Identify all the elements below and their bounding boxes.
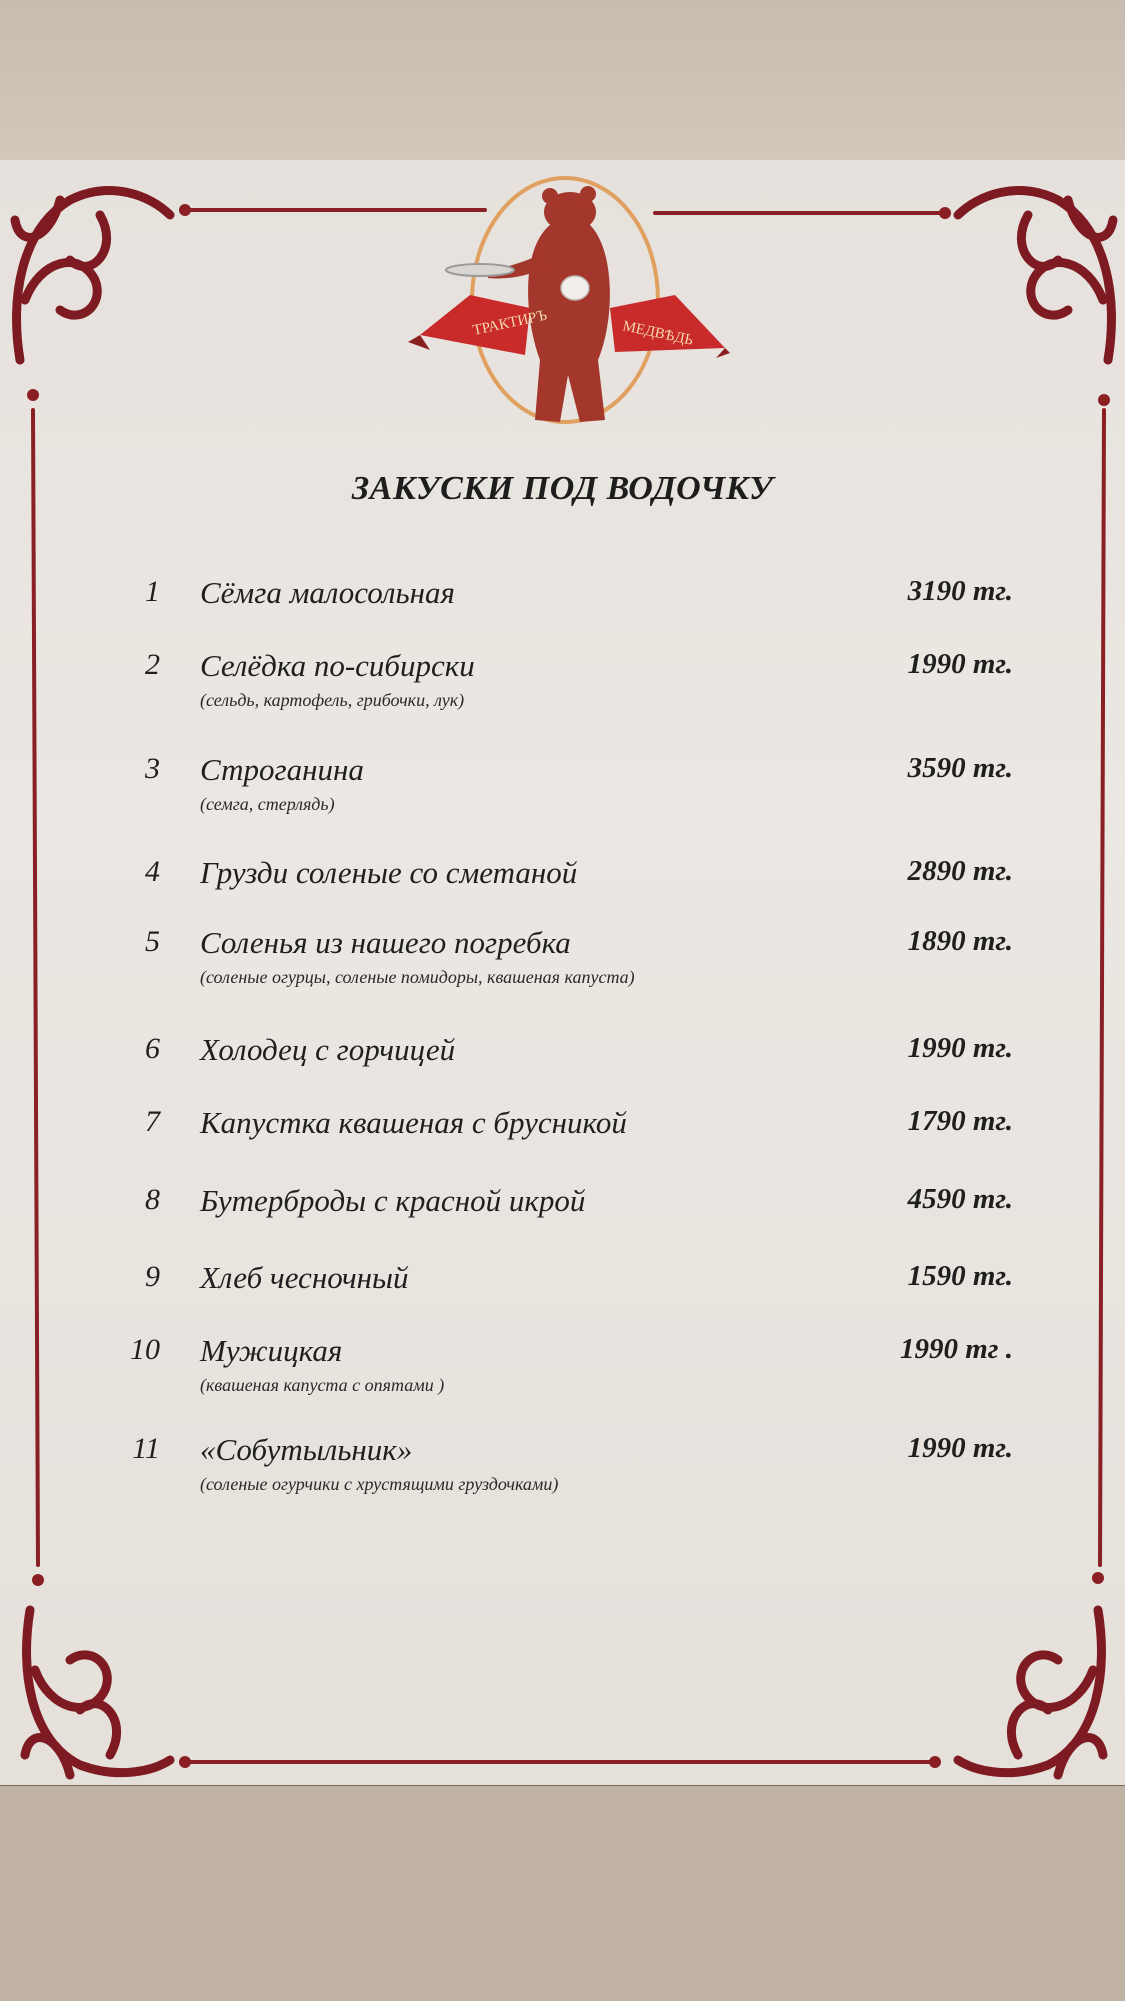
item-price: 1790 тг. <box>907 1105 1013 1137</box>
item-price: 3590 тг. <box>907 752 1013 784</box>
item-name: «Собутыльник» <box>200 1432 413 1467</box>
item-name: Капустка квашеная с брусникой <box>200 1105 627 1140</box>
item-number: 6 <box>145 1032 160 1065</box>
item-name: Соленья из нашего погребка <box>200 925 571 960</box>
item-price: 2890 тг. <box>907 855 1013 887</box>
item-number: 4 <box>145 855 160 888</box>
item-price: 4590 тг. <box>907 1183 1013 1215</box>
item-number: 1 <box>145 575 160 608</box>
item-name: Холодец с горчицей <box>200 1032 456 1067</box>
item-description: (сельдь, картофель, грибочки, лук) <box>200 690 465 710</box>
item-name: Мужицкая <box>200 1333 343 1368</box>
item-name: Сёмга малосольная <box>200 575 455 610</box>
logo-text-left: ТРАКТИРЪ <box>471 307 549 339</box>
item-price: 1890 тг. <box>907 925 1013 957</box>
item-number: 10 <box>130 1333 160 1366</box>
item-name: Селёдка по-сибирски <box>200 648 475 683</box>
item-description: (квашеная капуста с опятами ) <box>200 1375 445 1395</box>
item-number: 2 <box>145 648 160 681</box>
item-number: 3 <box>145 752 160 785</box>
item-price: 1590 тг. <box>907 1260 1013 1292</box>
item-number: 5 <box>145 925 160 958</box>
item-price: 1990 тг. <box>907 1432 1013 1464</box>
item-number: 8 <box>145 1183 160 1216</box>
bear-logo <box>400 170 740 440</box>
item-description: (соленые огурцы, соленые помидоры, квашеная капуста) <box>200 967 635 987</box>
item-description: (соленые огурчики с хрустящими груздочками) <box>200 1474 559 1494</box>
item-price: 1990 тг. <box>907 1032 1013 1064</box>
item-name: Бутерброды с красной икрой <box>200 1183 586 1218</box>
item-price: 1990 тг . <box>899 1333 1013 1365</box>
item-description: (семга, стерлядь) <box>200 794 335 814</box>
logo-text-right: МЕДВѢДЬ <box>621 318 695 349</box>
item-price: 3190 тг. <box>907 575 1013 607</box>
item-number: 11 <box>132 1432 160 1465</box>
item-number: 7 <box>145 1105 160 1138</box>
item-name: Грузди соленые со сметаной <box>200 855 578 890</box>
item-number: 9 <box>145 1260 160 1293</box>
item-name: Строганина <box>200 752 364 787</box>
menu-title: ЗАКУСКИ ПОД ВОДОЧКУ <box>351 470 774 507</box>
item-name: Хлеб чесночный <box>200 1260 409 1295</box>
item-price: 1990 тг. <box>907 648 1013 680</box>
